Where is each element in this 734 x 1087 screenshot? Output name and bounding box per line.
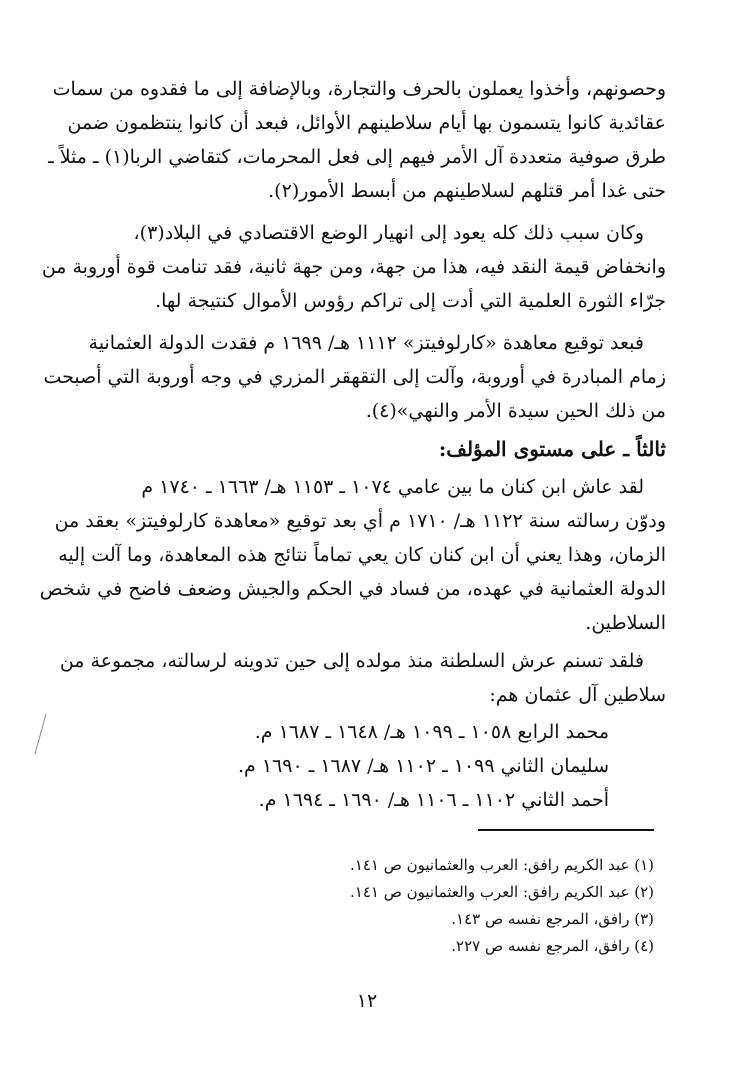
paragraph-5 <box>59 644 666 712</box>
paragraph-line: زمام المبادرة في أوروبة، وآلت إلى التقهقر المزري في وجه أوروبة التي أصبحت <box>43 366 666 388</box>
paragraph-line: السلاطين. <box>585 612 666 634</box>
rulers-list <box>109 715 609 817</box>
footnotes <box>94 852 654 960</box>
paragraph-line: حتى غدا أمر قتلهم لسلاطينهم من أبسط الأمور(٢). <box>268 180 666 202</box>
scan-mark <box>32 712 50 756</box>
list-item: محمد الرابع ١٠٥٨ ـ ١٠٩٩ هـ/ ١٦٤٨ ـ ١٦٨٧ م. <box>254 721 609 743</box>
paragraph-line: جرّاء الثورة العلمية التي أدت إلى تراكم رؤوس الأموال كنتيجة لها. <box>155 290 666 312</box>
footnote-item: (٢) عبد الكريم رافق: العرب والعثمانيون ص ١٤١. <box>349 883 654 901</box>
paragraph-line: من ذلك الحين سيدة الأمر والنهي»(٤). <box>365 400 666 422</box>
footnote-item: (١) عبد الكريم رافق: العرب والعثمانيون ص ١٤١. <box>349 856 654 874</box>
paragraph-2 <box>41 216 666 318</box>
paragraph-line: وانخفاض قيمة النقد فيه، هذا من جهة، ومن جهة ثانية، فقد تنامت قوة أوروبة من <box>41 256 666 278</box>
paragraph-line: وكان سبب ذلك كله يعود إلى انهيار الوضع الاقتصادي في البلاد(٣)، <box>133 222 644 244</box>
paragraph-line: وحصونهم، وأخذوا يعملون بالحرف والتجارة، وبالإضافة إلى ما فقدوه من سمات <box>52 78 666 100</box>
paragraph-line: طرق صوفية متعددة آل الأمر فيهم إلى فعل المحرمات، كتقاضي الربا(١) ـ مثلاً ـ <box>48 146 666 168</box>
list-item: سليمان الثاني ١٠٩٩ ـ ١١٠٢ هـ/ ١٦٨٧ ـ ١٦٩٠ م. <box>237 755 609 777</box>
footnote-item: (٤) رافق، المرجع نفسه ص ٢٢٧. <box>451 937 654 955</box>
paragraph-1 <box>48 72 666 208</box>
paragraph-3 <box>43 326 666 428</box>
paragraph-line: ودوّن رسالته سنة ١١٢٢ هـ/ ١٧١٠ م أي بعد توقيع «معاهدة كارلوفيتز» بعقد من <box>54 510 666 532</box>
paragraph-line: الزمان، وهذا يعني أن ابن كنان كان يعي تماماً نتائج هذه المعاهدة، وما آلت إليه <box>58 544 666 566</box>
paragraph-line: عقائدية كانوا يتسمون بها أيام سلاطينهم الأوائل، فبعد أن كانوا ينتظمون ضمن <box>67 112 666 134</box>
list-item: أحمد الثاني ١١٠٢ ـ ١١٠٦ هـ/ ١٦٩٠ ـ ١٦٩٤ م. <box>258 789 609 811</box>
paragraph-line: سلاطين آل عثمان هم: <box>489 684 666 706</box>
paragraph-line: لقد عاش ابن كنان ما بين عامي ١٠٧٤ ـ ١١٥٣ هـ/ ١٦٦٣ ـ ١٧٤٠ م <box>141 476 644 498</box>
footnote-item: (٣) رافق، المرجع نفسه ص ١٤٣. <box>451 910 654 928</box>
section-heading: ثالثاً ـ على مستوى المؤلف: <box>438 437 666 461</box>
paragraph-line: فلقد تسنم عرش السلطنة منذ مولده إلى حين تدوينه لرسالته، مجموعة من <box>59 650 644 672</box>
page-number: ١٢ <box>356 990 378 1012</box>
paragraph-line: فبعد توقيع معاهدة «كارلوفيتز» ١١١٢ هـ/ ١٦٩٩ م فقدت الدولة العثمانية <box>88 332 644 354</box>
paragraph-4 <box>39 470 666 640</box>
paragraph-line: الدولة العثمانية في عهده، من فساد في الحكم والجيش وضعف فاضح في شخص <box>39 578 666 600</box>
footnote-separator <box>478 829 654 831</box>
